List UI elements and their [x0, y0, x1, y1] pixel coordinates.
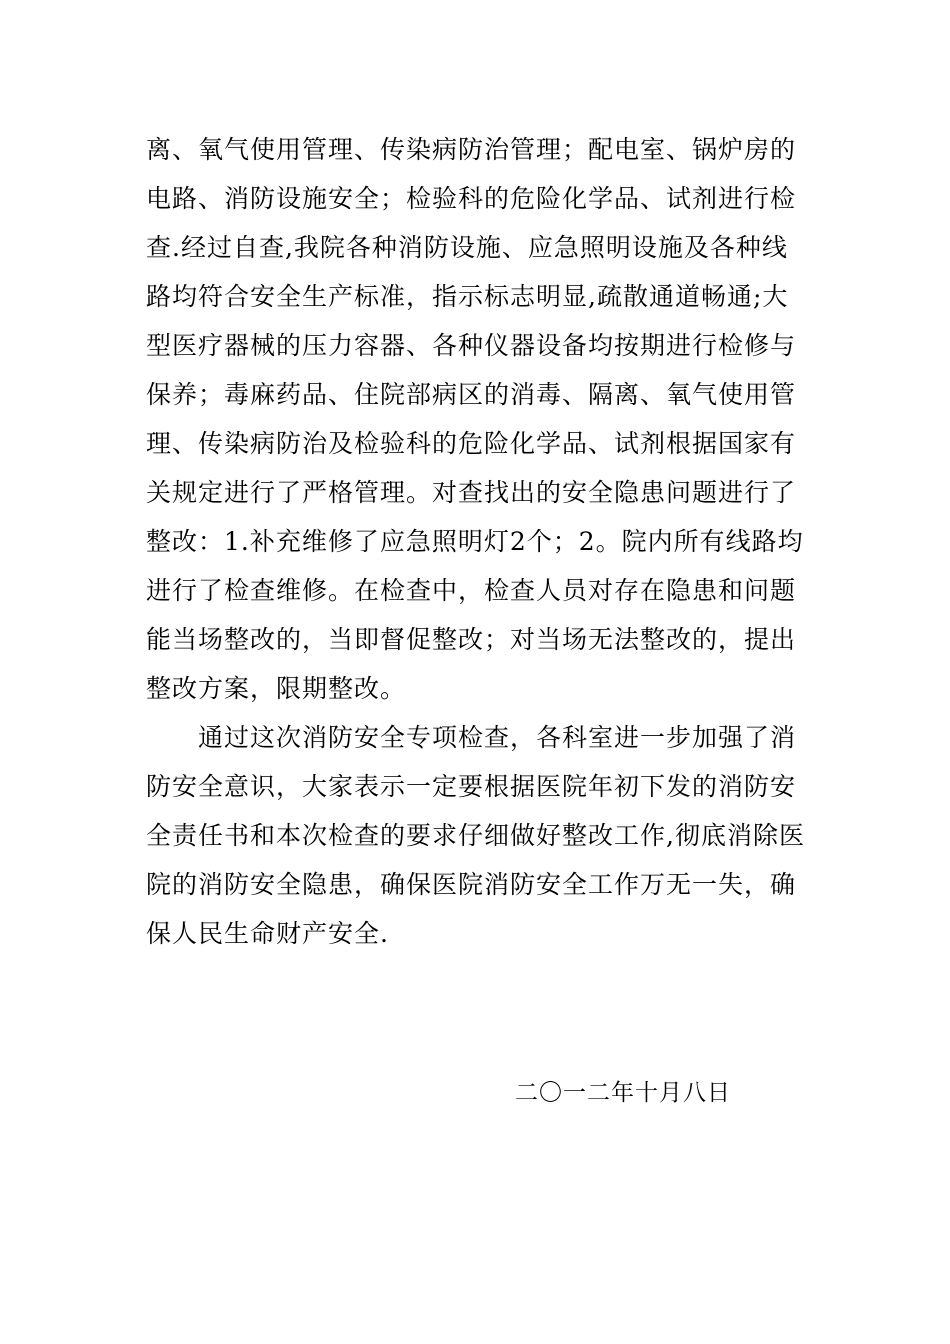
- paragraph1-line-7: 理、传染病防治及检验科的危险化学品、试剂根据国家有: [146, 429, 797, 458]
- paragraph1-line-3: 查.经过自查,我院各种消防设施、应急照明设施及各种线: [146, 233, 788, 262]
- paragraph1-line-6: 保养；毒麻药品、住院部病区的消毒、隔离、氧气使用管: [146, 380, 797, 409]
- paragraph1-line-11: 能当场整改的，当即督促整改；对当场无法整改的，提出: [146, 625, 797, 654]
- paragraph2-line-5: 保人民生命财产安全.: [146, 919, 389, 948]
- paragraph1-line-4: 路均符合安全生产标准，指示标志明显,疏散通道畅通;大: [146, 282, 789, 311]
- paragraph1-line-12: 整改方案，限期整改。: [146, 674, 407, 703]
- paragraph1-line-2: 电路、消防设施安全；检验科的危险化学品、试剂进行检: [146, 184, 797, 213]
- paragraph1-line-9: 整改：1.补充维修了应急照明灯2个；2。院内所有线路均: [146, 527, 804, 556]
- paragraph1-line-1: 离、氧气使用管理、传染病防治管理；配电室、锅炉房的: [146, 135, 797, 164]
- paragraph2-line-3: 全责任书和本次检查的要求仔细做好整改工作,彻底消除医: [146, 821, 805, 850]
- paragraph1-line-10: 进行了检查维修。在检查中，检查人员对存在隐患和问题: [146, 576, 797, 605]
- document-date: 二〇一二年十月八日: [515, 1080, 731, 1106]
- paragraph2-line-2: 防安全意识，大家表示一定要根据医院年初下发的消防安: [146, 772, 797, 801]
- paragraph1-line-8: 关规定进行了严格管理。对查找出的安全隐患问题进行了: [146, 478, 797, 507]
- paragraph2-line-1: 通过这次消防安全专项检查，各科室进一步加强了消: [146, 723, 797, 752]
- paragraph2-line-4: 院的消防安全隐患，确保医院消防安全工作万无一失，确: [146, 870, 797, 899]
- paragraph1-line-5: 型医疗器械的压力容器、各种仪器设备均按期进行检修与: [146, 331, 797, 360]
